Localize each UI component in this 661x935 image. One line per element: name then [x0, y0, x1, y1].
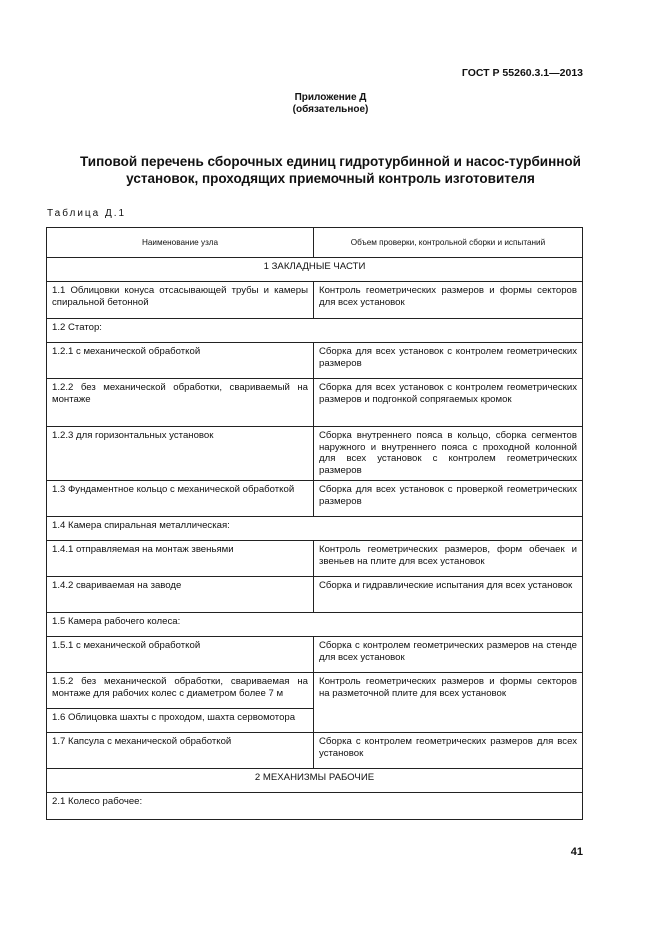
unit-name: 1.6 Облицовка шахты с проходом, шахта сервомотора: [47, 709, 314, 733]
col-header-unit: Наименование узла: [47, 228, 314, 258]
table-row: [47, 637, 583, 673]
section-row: [47, 258, 583, 282]
table-row: [47, 517, 583, 541]
table-row: [47, 613, 583, 637]
scope-text: Сборка с контролем геометрических размеров на стенде для всех установок: [314, 637, 583, 673]
unit-name: 1.3 Фундаментное кольцо с механической обработкой: [47, 481, 314, 517]
scope-text: Сборка и гидравлические испытания для всех установок: [314, 577, 583, 613]
scope-text: Контроль геометрических размеров и формы секторов для всех установок: [314, 282, 583, 319]
appendix-heading: [0, 92, 661, 116]
inspection-table: [46, 227, 583, 820]
unit-group-name: 1.2 Статор:: [47, 319, 583, 343]
unit-group-name: 2.1 Колесо рабочее:: [47, 793, 583, 820]
table-row: [47, 481, 583, 517]
scope-text: Сборка для всех установок с контролем геометрических размеров: [314, 343, 583, 379]
section-row: [47, 769, 583, 793]
table-row: [47, 427, 583, 481]
table-label: Таблица Д.1: [47, 208, 127, 219]
table-row: [47, 577, 583, 613]
appendix-title: Приложение Д: [294, 92, 367, 103]
title-line-1: Типовой перечень сборочных единиц гидротурбинной и насос-турбинной: [80, 154, 581, 169]
unit-name: 1.4.1 отправляемая на монтаж звеньями: [47, 541, 314, 577]
table-row: [47, 793, 583, 820]
scope-text: Сборка с контролем геометрических размеров для всех установок: [314, 733, 583, 769]
appendix-note: (обязательное): [292, 104, 369, 115]
table-row: [47, 282, 583, 319]
table-row: [47, 343, 583, 379]
standard-designation: ГОСТ Р 55260.3.1—2013: [461, 67, 583, 79]
scope-text: Контроль геометрических размеров и формы секторов на разметочной плите для всех установок: [314, 673, 583, 733]
unit-group-name: 1.5 Камера рабочего колеса:: [47, 613, 583, 637]
unit-group-name: 1.4 Камера спиральная металлическая:: [47, 517, 583, 541]
document-title: [40, 153, 621, 187]
table-row: [47, 673, 583, 709]
table-row: [47, 541, 583, 577]
unit-name: 1.4.2 свариваемая на заводе: [47, 577, 314, 613]
scope-text: Сборка внутреннего пояса в кольцо, сборка сегментов наружного и внутреннего пояса с проходной колонной для всех установок с контролем геометрических размеров: [314, 427, 583, 481]
table-header-row: [47, 228, 583, 258]
unit-name: 1.2.1 с механической обработкой: [47, 343, 314, 379]
table-row: [47, 379, 583, 427]
page-number: 41: [570, 846, 583, 858]
title-line-2: установок, проходящих приемочный контроль изготовителя: [126, 171, 535, 186]
scope-text: Сборка для всех установок с проверкой геометрических размеров: [314, 481, 583, 517]
unit-name: 1.7 Капсула с механической обработкой: [47, 733, 314, 769]
section-title: 1 ЗАКЛАДНЫЕ ЧАСТИ: [47, 258, 583, 282]
unit-name: 1.2.2 без механической обработки, свариваемый на монтаже: [47, 379, 314, 427]
table-row: [47, 319, 583, 343]
unit-name: 1.5.1 с механической обработкой: [47, 637, 314, 673]
section-title: 2 МЕХАНИЗМЫ РАБОЧИЕ: [47, 769, 583, 793]
unit-name: 1.2.3 для горизонтальных установок: [47, 427, 314, 481]
unit-name: 1.1 Облицовки конуса отсасывающей трубы и камеры спиральной бетонной: [47, 282, 314, 319]
scope-text: Контроль геометрических размеров, форм обечаек и звеньев на плите для всех установок: [314, 541, 583, 577]
table-row: [47, 733, 583, 769]
scope-text: Сборка для всех установок с контролем геометрических размеров и подгонкой сопрягаемых кромок: [314, 379, 583, 427]
col-header-scope: Объем проверки, контрольной сборки и испытаний: [314, 228, 583, 258]
unit-name: 1.5.2 без механической обработки, свариваемая на монтаже для рабочих колес с диаметром более 7 м: [47, 673, 314, 709]
